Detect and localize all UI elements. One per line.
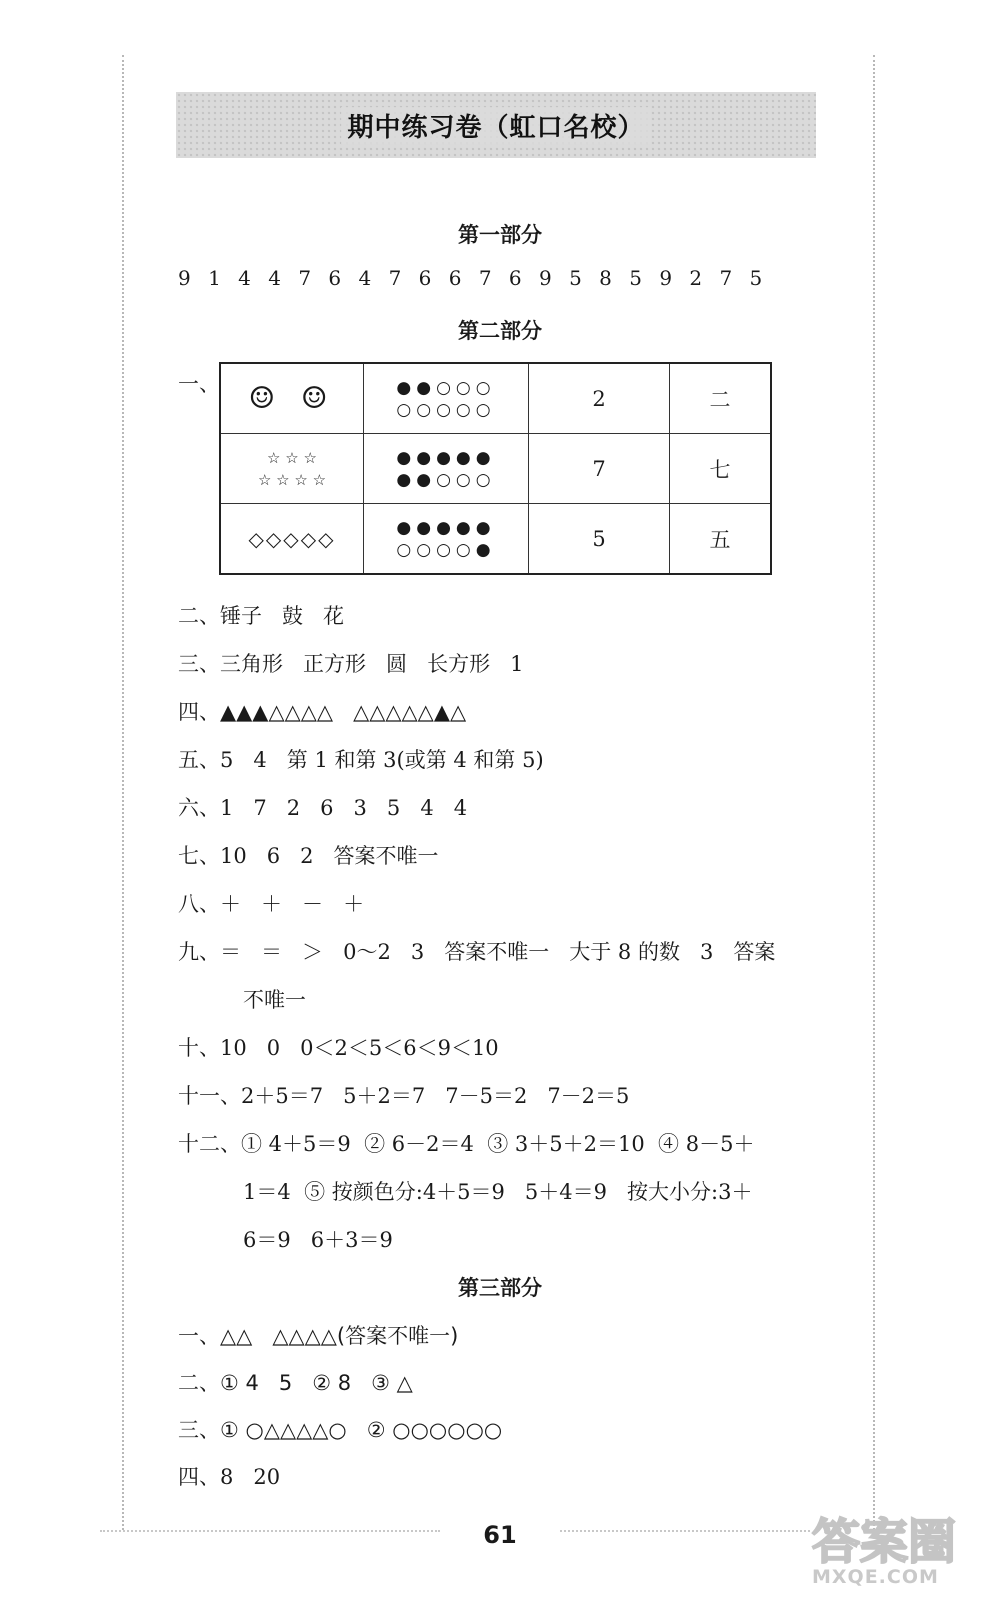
answer-line-9-cont: 不唯一 bbox=[243, 988, 306, 1012]
dots-top: ●●●●● bbox=[396, 447, 496, 468]
table-row bbox=[220, 504, 771, 575]
part3-line-1: 一、△△ △△△△(答案不唯一) bbox=[178, 1324, 459, 1348]
answer-line-3: 三、三角形 正方形 圆 长方形 1 bbox=[178, 652, 524, 676]
dots-bottom: ○○○○● bbox=[396, 539, 496, 560]
count-number: 5 bbox=[592, 526, 606, 551]
part1-heading: 第一部分 bbox=[458, 223, 542, 247]
part3-line-4: 四、8 20 bbox=[178, 1465, 281, 1489]
dots-bottom: ●●○○○ bbox=[396, 469, 496, 490]
part3-heading: 第三部分 bbox=[458, 1276, 542, 1300]
answer-line-2: 二、锤子 鼓 花 bbox=[178, 604, 345, 628]
count-number: 2 bbox=[592, 386, 606, 411]
answer-line-7: 七、10 6 2 答案不唯一 bbox=[178, 844, 439, 868]
part3-line-2: 二、① 4 5 ② 8 ③ △ bbox=[178, 1371, 413, 1395]
answer-line-12: 十二、① 4＋5＝9 ② 6－2＝4 ③ 3＋5＋2＝10 ④ 8－5＋ bbox=[178, 1132, 755, 1156]
answer-line-8: 八、＋ ＋ － ＋ bbox=[178, 892, 365, 916]
smiley-icons: ☺ ☺ bbox=[248, 381, 336, 416]
count-chinese: 五 bbox=[709, 527, 731, 552]
part2-heading: 第二部分 bbox=[458, 319, 542, 343]
title-banner bbox=[176, 92, 816, 158]
answer-line-4: 四、▲▲▲△△△△ △△△△△▲△ bbox=[178, 700, 467, 724]
answer-line-9: 九、＝ ＝ ＞ 0～2 3 答案不唯一 大于 8 的数 3 答案 bbox=[178, 940, 776, 964]
count-chinese: 七 bbox=[709, 457, 731, 482]
watermark-site: MXQE.COM bbox=[812, 1566, 939, 1588]
answer-table bbox=[219, 362, 772, 575]
table-row bbox=[220, 363, 771, 434]
table-row bbox=[220, 434, 771, 504]
part3-line-3: 三、① ○△△△△○ ② ○○○○○○ bbox=[178, 1418, 503, 1442]
answer-line-12-cont1: 1＝4 ⑤ 按颜色分:4＋5＝9 5＋4＝9 按大小分:3＋ bbox=[243, 1180, 753, 1204]
answer-line-12-cont2: 6＝9 6＋3＝9 bbox=[243, 1228, 393, 1252]
dots-top: ●●●●● bbox=[396, 517, 496, 538]
page-title: 期中练习卷（虹口名校） bbox=[341, 107, 650, 144]
dots-bottom: ○○○○○ bbox=[396, 399, 496, 420]
count-chinese: 二 bbox=[709, 387, 731, 412]
answer-line-11: 十一、2＋5＝7 5＋2＝7 7－5＝2 7－2＝5 bbox=[178, 1084, 630, 1108]
dots-top: ●●○○○ bbox=[396, 377, 496, 398]
answer-line-10: 十、10 0 0＜2＜5＜6＜9＜10 bbox=[178, 1036, 499, 1060]
answer-line-5: 五、5 4 第 1 和第 3(或第 4 和第 5) bbox=[178, 748, 544, 772]
page-number: 61 bbox=[483, 1521, 517, 1549]
part1-digits: 9 1 4 4 7 6 4 7 6 6 7 6 9 5 8 5 9 2 7 5 bbox=[178, 266, 763, 290]
count-number: 7 bbox=[592, 456, 606, 481]
star-icons-top: ☆ ☆ ☆ bbox=[267, 448, 317, 467]
watermark-logo-text: 答案圈 bbox=[812, 1514, 957, 1570]
left-dotted-margin bbox=[122, 55, 124, 1530]
right-dotted-margin bbox=[873, 55, 875, 1530]
table-label: 一、 bbox=[178, 372, 220, 396]
star-icons-bottom: ☆ ☆ ☆ ☆ bbox=[257, 470, 327, 489]
answer-line-6: 六、1 7 2 6 3 5 4 4 bbox=[178, 796, 468, 820]
diamond-icons: ◇◇◇◇◇ bbox=[248, 526, 336, 551]
